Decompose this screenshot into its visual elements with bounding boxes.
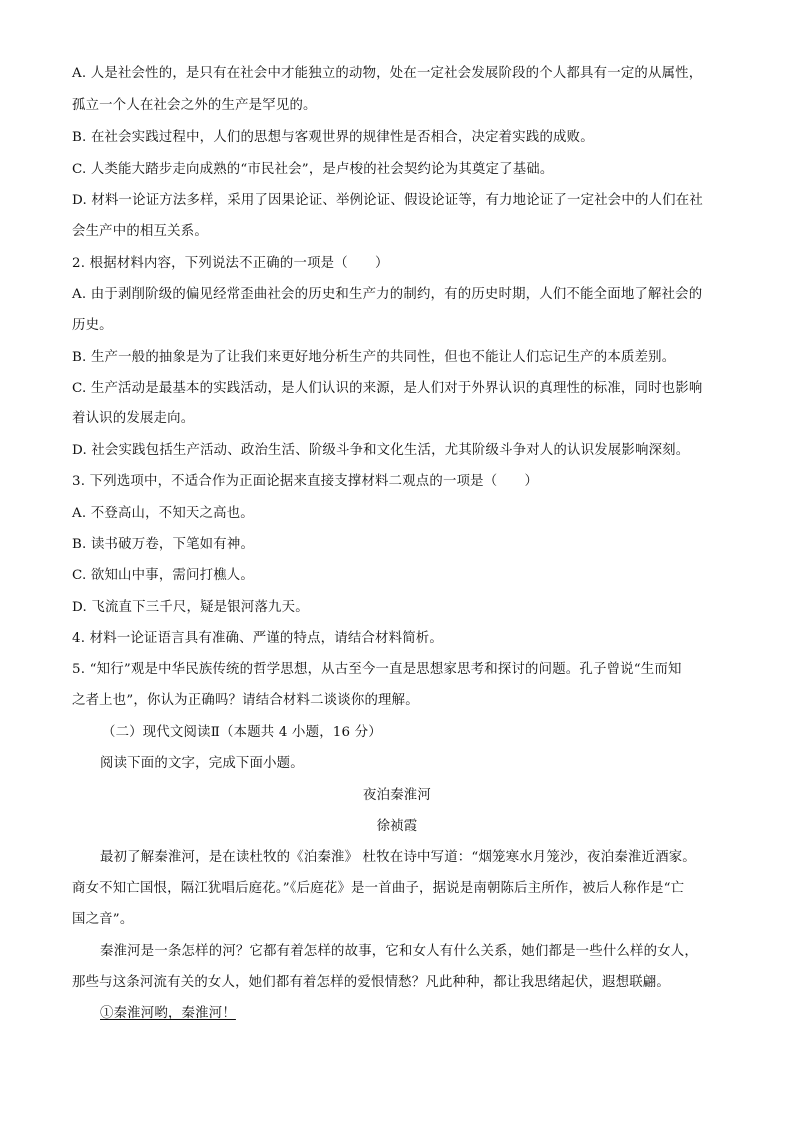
option-1a-line-2: 孤立一个人在社会之外的生产是罕见的。: [72, 98, 317, 113]
option-3c: C. 欲知山中事，需问打樵人。: [72, 568, 254, 583]
option-3a: A. 不登高山，不知天之高也。: [72, 506, 254, 521]
option-2c-line-2: 着认识的发展走向。: [72, 411, 195, 426]
option-1b: B. 在社会实践过程中，人们的思想与客观世界的规律性是否相合，决定着实践的成败。: [72, 130, 594, 145]
option-1d-line-1: D. 材料一论证方法多样，采用了因果论证、举例论证、假设论证等，有力地论证了一定社会中的人们在社: [72, 193, 703, 208]
option-3b: B. 读书破万卷，下笔如有神。: [72, 537, 255, 552]
option-1a-line-1: A. 人是社会性的，是只有在社会中才能独立的动物，处在一定社会发展阶段的个人都具有一定的从属性，: [72, 66, 703, 81]
option-2a-line-2: 历史。: [72, 318, 113, 333]
option-2a-line-1: A. 由于剥削阶级的偏见经常歪曲社会的历史和生产力的制约，有的历史时期，人们不能全面地了解社会的: [72, 287, 703, 302]
question-4: 4. 材料一论证语言具有准确、严谨的特点，请结合材料简析。: [72, 631, 443, 646]
section-heading: （二）现代文阅读Ⅱ（本题共 4 小题，16 分）: [102, 725, 382, 740]
paragraph-1-line-3: 国之音”。: [72, 912, 134, 927]
reading-instruction: 阅读下面的文字，完成下面小题。: [100, 756, 304, 771]
option-2d: D. 社会实践包括生产活动、政治生活、阶级斗争和文化生活，尤其阶级斗争对人的认识发展影响深刻。: [72, 443, 690, 458]
article-title: 夜泊秦淮河: [363, 788, 431, 803]
paragraph-2-line-1: 秦淮河是一条怎样的河？它都有着怎样的故事，它和女人有什么关系，她们都是一些什么样的女人，: [100, 944, 698, 959]
option-3d: D. 飞流直下三千尺，疑是银河落九天。: [72, 600, 309, 615]
article-author: 徐祯霞: [376, 819, 418, 834]
option-1c: C. 人类能大踏步走向成熟的“市民社会”，是卢梭的社会契约论为其奠定了基础。: [72, 162, 554, 177]
paragraph-2-line-2: 那些与这条河流有关的女人，她们都有着怎样的爱恨情愁？凡此种种，都让我思绪起伏，遐想联翩。: [72, 975, 670, 990]
paragraph-1-line-2: 商女不知亡国恨，隔江犹唱后庭花。”《后庭花》是一首曲子，据说是南朝陈后主所作，被后人称作是“亡: [72, 881, 685, 896]
option-1d-line-2: 会生产中的相互关系。: [72, 224, 208, 239]
option-2c-line-1: C. 生产活动是最基本的实践活动，是人们认识的来源，是人们对于外界认识的真理性的标准，同时也影响: [72, 381, 703, 396]
paragraph-1-line-1: 最初了解秦淮河，是在读杜牧的《泊秦淮》 杜牧在诗中写道：“烟笼寒水月笼沙，夜泊秦淮近酒家。: [100, 850, 696, 865]
question-5-line-2: 之者上也”，你认为正确吗？请结合材料二谈谈你的理解。: [72, 693, 419, 708]
question-2: 2. 根据材料内容，下列说法不正确的一项是（ ）: [72, 256, 389, 271]
option-2b: B. 生产一般的抽象是为了让我们来更好地分析生产的共同性，但也不能让人们忘记生产的本质差别。: [72, 350, 676, 365]
question-3: 3. 下列选项中，不适合作为正面论据来直接支撑材料二观点的一项是（ ）: [72, 474, 539, 489]
question-5-line-1: 5. “知行”观是中华民族传统的哲学思想，从古至今一直是思想家思考和探讨的问题。孔子曾说“生而知: [72, 662, 682, 677]
underlined-sentence-1: ①秦淮河哟，秦淮河！: [100, 1006, 236, 1021]
